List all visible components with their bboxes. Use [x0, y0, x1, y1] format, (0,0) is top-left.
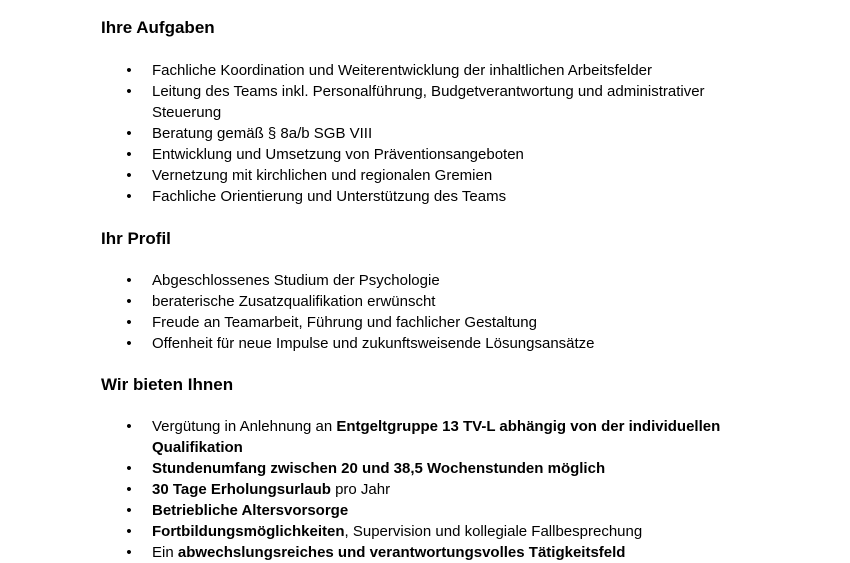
list-item: • Fachliche Koordination und Weiterentwicklung der inhaltlichen Arbeitsfelder [0, 60, 752, 81]
aufgaben-list [0, 60, 752, 207]
list-item: • Betriebliche Altersvorsorge [0, 500, 752, 521]
bullet-icon: • [126, 418, 132, 435]
bullet-icon: • [126, 146, 132, 163]
list-item: • Stundenumfang zwischen 20 und 38,5 Wochenstunden möglich [0, 458, 752, 479]
bullet-icon: • [126, 314, 132, 331]
bullet-icon: • [126, 523, 132, 540]
list-item: • Vergütung in Anlehnung an Entgeltgruppe 13 TV-L abhängig von der individuellen Qualifikation [0, 416, 752, 458]
list-item: • Fachliche Orientierung und Unterstützung des Teams [0, 186, 752, 207]
bullet-icon: • [126, 502, 132, 519]
bullet-icon: • [126, 335, 132, 352]
bullet-icon: • [126, 83, 132, 100]
section-heading-profil: Ihr Profil [101, 229, 171, 248]
bullet-icon: • [126, 167, 132, 184]
list-item: • Entwicklung und Umsetzung von Präventionsangeboten [0, 144, 752, 165]
list-item: • Abgeschlossenes Studium der Psychologie [0, 270, 752, 291]
list-item: • 30 Tage Erholungsurlaub pro Jahr [0, 479, 752, 500]
list-item: • Beratung gemäß § 8a/b SGB VIII [0, 123, 752, 144]
bullet-icon: • [126, 460, 132, 477]
bullet-icon: • [126, 272, 132, 289]
list-item: • Leitung des Teams inkl. Personalführung, Budgetverantwortung und administrativer Steuerung [0, 81, 752, 123]
profil-list [0, 270, 752, 354]
bullet-icon: • [126, 125, 132, 142]
list-item: • beraterische Zusatzqualifikation erwünscht [0, 291, 752, 312]
bullet-icon: • [126, 481, 132, 498]
list-item: • Freude an Teamarbeit, Führung und fachlicher Gestaltung [0, 312, 752, 333]
section-heading-aufgaben: Ihre Aufgaben [101, 18, 215, 37]
bullet-icon: • [126, 293, 132, 310]
list-item: • Ein abwechslungsreiches und verantwortungsvolles Tätigkeitsfeld [0, 542, 752, 563]
bullet-icon: • [126, 62, 132, 79]
bieten-list [0, 416, 752, 563]
list-item: • Offenheit für neue Impulse und zukunftsweisende Lösungsansätze [0, 333, 752, 354]
bullet-icon: • [126, 544, 132, 561]
bullet-icon: • [126, 188, 132, 205]
section-heading-bieten: Wir bieten Ihnen [101, 375, 234, 394]
list-item: • Fortbildungsmöglichkeiten, Supervision und kollegiale Fallbesprechung [0, 521, 752, 542]
list-item: • Vernetzung mit kirchlichen und regionalen Gremien [0, 165, 752, 186]
